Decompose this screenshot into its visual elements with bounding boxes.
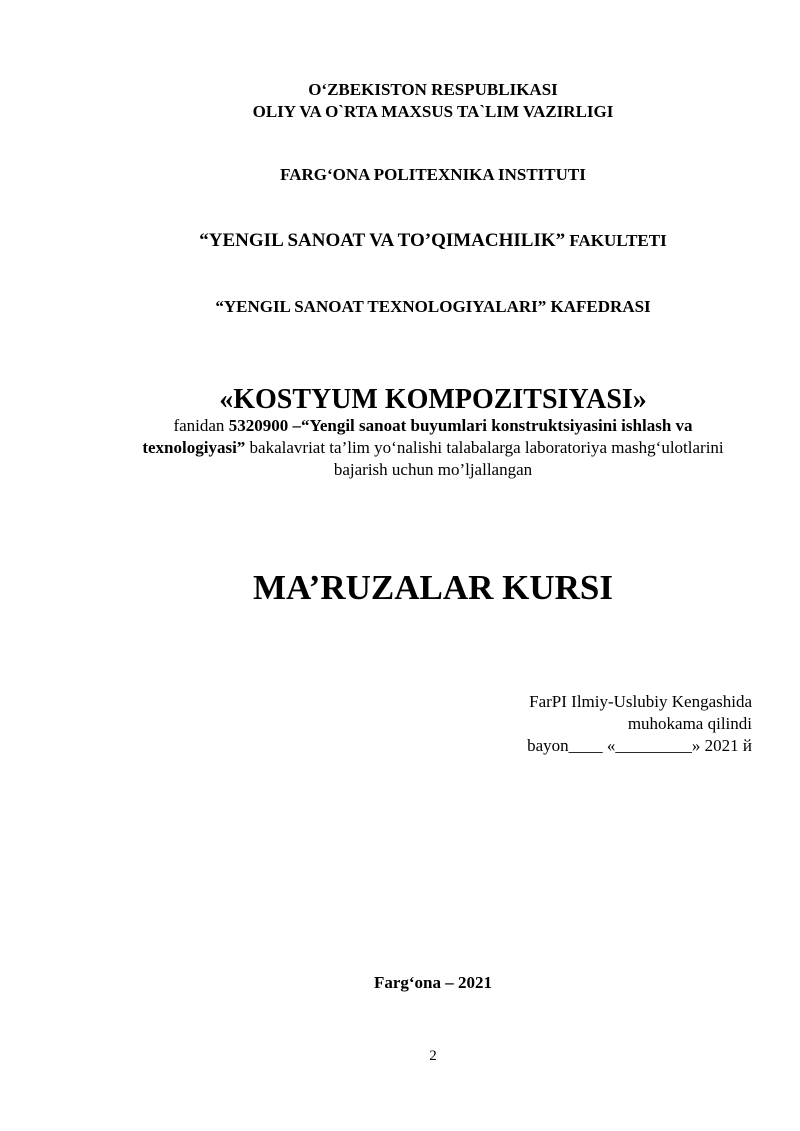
ministry-header xyxy=(0,79,800,123)
republic-line: O‘ZBEKISTON RESPUBLIKASI xyxy=(308,80,558,99)
desc-suffix: bakalavriat ta’lim yo‘nalishi talabalarga laboratoriya mashg‘ulotlarini bajarish uchun mo’ljallangan xyxy=(245,438,724,479)
page-number: 2 xyxy=(429,1048,437,1064)
department-name: “YENGIL SANOAT TEXNOLOGIYALARI” KAFEDRASI xyxy=(215,297,651,316)
faculty-name: “YENGIL SANOAT VA TO’QIMACHILIK” xyxy=(199,230,566,251)
approval-line-3: bayon____ «_________» 2021 й xyxy=(527,736,752,755)
ministry-line: OLIY VA O`RTA MAXSUS TA`LIM VAZIRLIGI xyxy=(252,102,614,121)
main-title: MA’RUZALAR KURSI xyxy=(252,568,614,607)
desc-prefix: fanidan xyxy=(173,416,229,435)
city-year: Farg‘ona – 2021 xyxy=(373,973,493,992)
course-title: «KOSTYUM KOMPOZITSIYASI» xyxy=(219,384,647,415)
approval-line-2: muhokama qilindi xyxy=(627,714,752,733)
approval-line-1: FarPI Ilmiy-Uslubiy Kengashida xyxy=(529,692,752,711)
institute-name: FARG‘ONA POLITEXNIKA INSTITUTI xyxy=(280,165,586,184)
faculty-word: FAKULTETI xyxy=(565,231,667,250)
faculty-line xyxy=(0,230,800,253)
desc-program: 5320900 –“Yengil sanoat buyumlari konstruktsiyasini ishlash va texnologiyasi” xyxy=(142,416,693,457)
approval-block xyxy=(452,691,752,757)
course-description xyxy=(140,415,726,481)
